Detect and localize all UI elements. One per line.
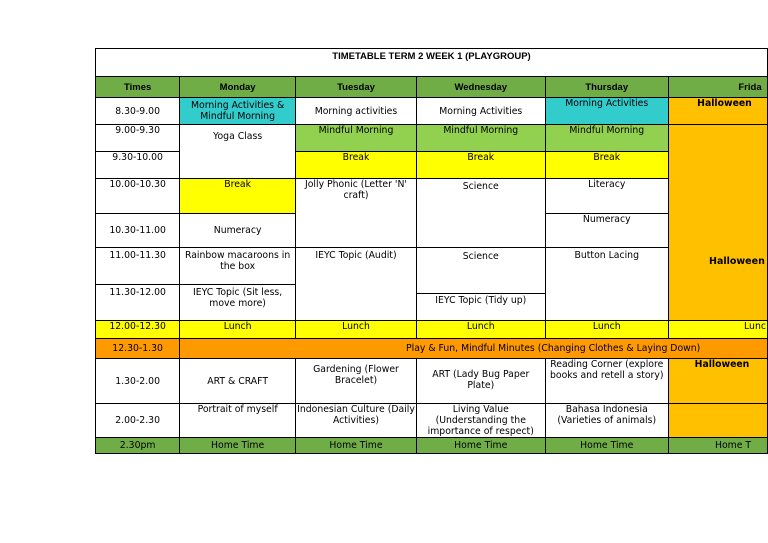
thursday-reading-corner: Reading Corner (explore books and retell a story) [545, 359, 669, 404]
time-cell: 12.30-1.30 [96, 339, 180, 359]
monday-home-time: Home Time [180, 438, 296, 454]
wednesday-art-lady-bug: ART (Lady Bug Paper Plate) [417, 359, 545, 404]
header-tuesday: Tuesday [295, 77, 416, 98]
thursday-mindful-morning: Mindful Morning [545, 125, 669, 152]
time-cell: 12.00-12.30 [96, 321, 180, 339]
tuesday-mindful-morning: Mindful Morning [295, 125, 416, 152]
thursday-break: Break [545, 152, 669, 179]
header-times: Times [96, 77, 180, 98]
monday-numeracy: Numeracy [180, 214, 296, 248]
thursday-lunch: Lunch [545, 321, 669, 339]
wednesday-break: Break [417, 152, 545, 179]
wednesday-home-time: Home Time [417, 438, 545, 454]
wednesday-living-value: Living Value (Understanding the importance of respect) [417, 404, 545, 438]
friday-halloween: Halloween [669, 98, 768, 125]
time-cell: 2.30pm [96, 438, 180, 454]
wednesday-ieyc-topic: IEYC Topic (Tidy up) [435, 294, 527, 306]
timetable [95, 48, 768, 454]
time-cell: 10.00-10.30 [96, 179, 180, 214]
header-friday: Frida [669, 77, 768, 98]
tuesday-break: Break [295, 152, 416, 179]
friday-home-time: Home T [669, 438, 768, 454]
thursday-home-time: Home Time [545, 438, 669, 454]
tuesday-jolly-phonic: Jolly Phonic (Letter 'N' craft) [295, 179, 416, 248]
thursday-button-lacing: Button Lacing [545, 248, 669, 321]
tuesday-home-time: Home Time [295, 438, 416, 454]
tuesday-gardening: Gardening (Flower Bracelet) [295, 359, 416, 404]
wednesday-lunch: Lunch [417, 321, 545, 339]
monday-break: Break [180, 179, 296, 214]
monday-rainbow-macaroons: Rainbow macaroons in the box [180, 248, 296, 285]
monday-yoga-class: Yoga Class [180, 125, 296, 179]
tuesday-ieyc-topic: IEYC Topic (Audit) [295, 248, 416, 321]
time-cell: 10.30-11.00 [96, 214, 180, 248]
tuesday-morning-activities: Morning activities [295, 98, 416, 125]
wednesday-morning-activities: Morning Activities [417, 98, 545, 125]
friday-lunch: Lunc [669, 321, 768, 339]
monday-art-craft: ART & CRAFT [180, 359, 296, 404]
thursday-morning-activities: Morning Activities [545, 98, 669, 125]
wednesday-mindful-morning: Mindful Morning [417, 125, 545, 152]
thursday-numeracy: Numeracy [545, 214, 669, 248]
time-cell: 11.30-12.00 [96, 285, 180, 321]
time-cell: 1.30-2.00 [96, 359, 180, 404]
monday-portrait: Portrait of myself [180, 404, 296, 438]
wednesday-science: Science [417, 179, 545, 248]
friday-halloween-end [669, 404, 768, 438]
tuesday-lunch: Lunch [295, 321, 416, 339]
time-cell: 11.00-11.30 [96, 248, 180, 285]
header-wednesday: Wednesday [417, 77, 545, 98]
monday-ieyc-topic: IEYC Topic (Sit less, move more) [180, 285, 296, 321]
thursday-bahasa-indonesia: Bahasa Indonesia (Varieties of animals) [545, 404, 669, 438]
time-cell: 9.00-9.30 [96, 125, 180, 152]
time-cell: 2.00-2.30 [96, 404, 180, 438]
friday-halloween-afternoon: Halloween [669, 359, 768, 404]
wednesday-science-2: Science [417, 249, 544, 294]
wednesday-science-ieyc [417, 248, 545, 321]
friday-halloween-block [669, 125, 768, 321]
time-cell: 9.30-10.00 [96, 152, 180, 179]
monday-morning-activities: Morning Activities & Mindful Morning [180, 98, 296, 125]
play-fun-mindful-minutes: Play & Fun, Mindful Minutes (Changing Clothes & Laying Down) [180, 339, 768, 359]
tuesday-indonesian-culture: Indonesian Culture (Daily Activities) [295, 404, 416, 438]
table-title: TIMETABLE TERM 2 WEEK 1 (PLAYGROUP) [96, 49, 768, 77]
time-cell: 8.30-9.00 [96, 98, 180, 125]
header-monday: Monday [180, 77, 296, 98]
thursday-literacy: Literacy [545, 179, 669, 214]
monday-lunch: Lunch [180, 321, 296, 339]
header-thursday: Thursday [545, 77, 669, 98]
friday-halloween-mid: Halloween [709, 256, 765, 267]
